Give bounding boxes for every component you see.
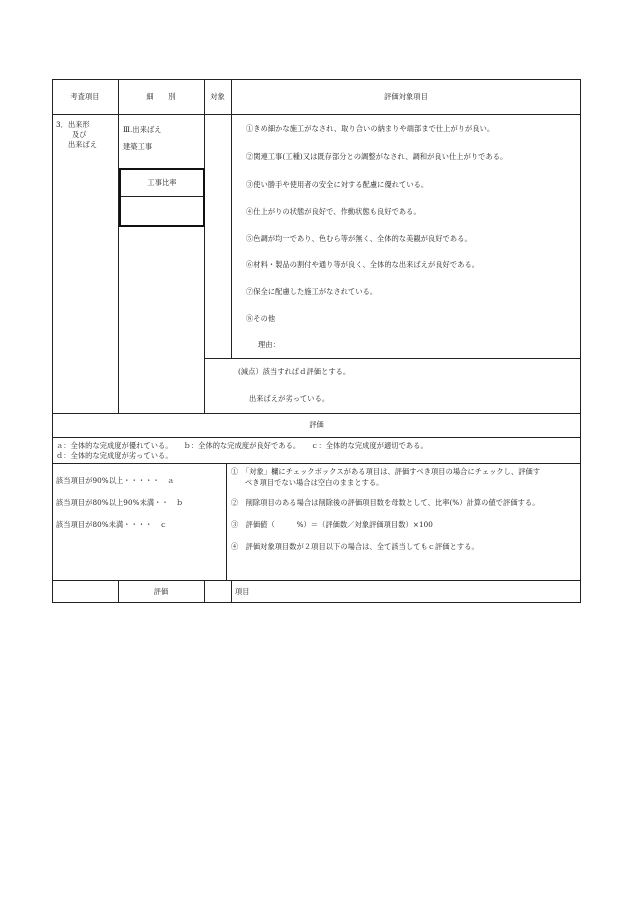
col3-divider <box>231 79 232 358</box>
footer-item-label: 項目 <box>235 587 250 596</box>
eval-item-8: ⑧その他 <box>246 314 276 323</box>
subcategory-line-1: Ⅲ.出来ばえ <box>123 125 162 134</box>
category-line-2: 及び <box>72 130 87 139</box>
eval-item-6: ⑥材料・製品の割付や通り等が良く、全体的な出来ばえが良好である。 <box>246 260 480 269</box>
criteria-divider <box>226 463 227 580</box>
ratio-box-right <box>203 168 205 226</box>
evaluation-title: 評価 <box>309 420 324 429</box>
eval-item-5: ⑤色調が均一であり、色むら等が無く、全体的な美観が良好である。 <box>246 234 472 243</box>
reason-label: 理由： <box>258 340 280 349</box>
header-subcategory: 細 別 <box>146 92 176 101</box>
footer-divider-3 <box>231 580 232 603</box>
ratio-box-top <box>119 168 205 170</box>
ratio-box-bottom <box>119 225 205 227</box>
eval-title-bottom-line <box>52 437 581 438</box>
category-line-3: 出来ばえ <box>68 140 98 149</box>
ratio-label: 工事比率 <box>147 178 177 187</box>
col2-divider <box>204 79 205 413</box>
criteria-b: 該当項目が80%以上90%未満・・ ｂ <box>56 498 184 507</box>
eval-item-4: ④仕上がりの状態が良好で、作動状態も良好である。 <box>246 207 421 216</box>
ratio-box-left <box>119 168 121 226</box>
col1-divider <box>118 79 119 413</box>
ratio-box-mid <box>119 196 205 197</box>
eval-item-7: ⑦保全に配慮した施工がなされている。 <box>246 287 378 296</box>
grades-line-2: ｄ：全体的な完成度が劣っている。 <box>56 451 173 460</box>
note-2: ② 削除項目のある場合は削除後の評価項目数を母数として、比率(%）計算の値で評価する。 <box>231 498 540 507</box>
eval-item-3: ③使い勝手や使用者の安全に対する配慮に優れている。 <box>246 180 429 189</box>
criteria-a: 該当項目が90%以上・・・・・ ａ <box>56 476 175 485</box>
header-items: 評価対象項目 <box>384 92 428 101</box>
subcategory-line-2: 建築工事 <box>123 142 153 151</box>
category-line-1: 3．出来形 <box>56 120 90 129</box>
eval-item-2: ②関連工事(工種)又は既存部分との調整がなされ、調和が良い仕上がりである。 <box>246 152 508 161</box>
note-1-line-1: ① 「対象」欄にチェックボックスがある項目は、評価すべき項目の場合にチェックし、評価す <box>231 467 541 476</box>
criteria-c: 該当項目が80%未満・・・・ ｃ <box>56 520 168 529</box>
eval-item-1: ①きめ細かな施工がなされ、取り合いの納まりや端部まで仕上がりが良い。 <box>246 124 495 133</box>
footer-eval-label: 評価 <box>153 587 169 596</box>
footer-top-line <box>52 580 581 581</box>
grades-line-1: ａ：全体的な完成度が優れている。 ｂ：全体的な完成度が良好である。 ｃ：全体的な完成度が適切である。 <box>56 441 428 450</box>
header-bottom-line <box>52 114 581 115</box>
note-3: ③ 評価値（ %）＝（評価数／対象評価項目数）×100 <box>231 520 433 529</box>
section-bottom-line <box>52 413 581 414</box>
header-target: 対象 <box>210 92 225 101</box>
deduction-line-1: (減点）該当すればｄ評価とする。 <box>238 367 351 376</box>
footer-divider-2 <box>204 580 205 603</box>
header-category: 考査項目 <box>70 92 100 101</box>
note-1-line-2: べき項目でない場合は空白のままとする。 <box>245 478 384 487</box>
note-4: ④ 評価対象項目数が２項目以下の場合は、全て該当してもｃ評価とする。 <box>231 542 479 551</box>
deduction-top-line <box>204 358 581 359</box>
grades-bottom-line <box>52 463 581 464</box>
deduction-line-2: 出来ばえが劣っている。 <box>249 394 330 403</box>
